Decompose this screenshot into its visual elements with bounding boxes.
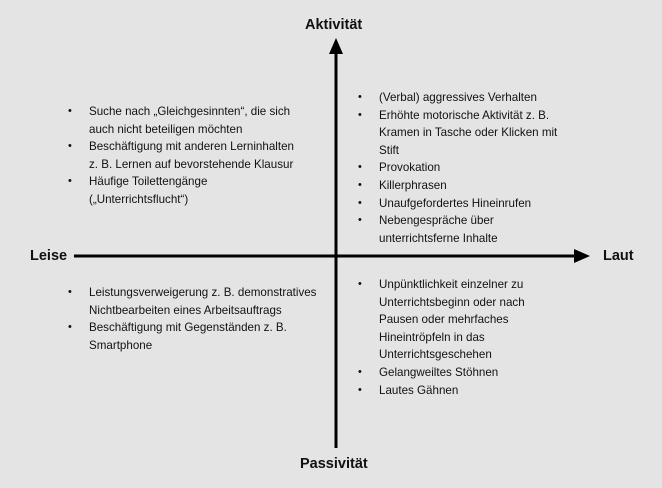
arrow-up-icon (329, 38, 343, 54)
list-item: • Provokation (357, 159, 575, 177)
list-item: • Gelangweiltes Stöhnen (357, 364, 557, 382)
list-item: • Lautes Gähnen (357, 382, 557, 400)
list-item: • Beschäftigung mit Gegenständen z. B. Smartphone (67, 319, 317, 354)
list-item: • Nebengespräche über unterrichtsferne Inhalte (357, 212, 575, 247)
arrow-right-icon (574, 249, 590, 263)
axis-label-top: Aktivität (305, 17, 363, 33)
list-item: • Erhöhte motorische Aktivität z. B. Kramen in Tasche oder Klicken mit Stift (357, 107, 575, 160)
list-item: • Beschäftigung mit anderen Lerninhalten z. B. Lernen auf bevorstehende Klausur (67, 138, 299, 173)
list-item: • Suche nach „Gleichgesinnten“, die sich auch nicht beteiligen möchten (67, 103, 299, 138)
axis-label-right: Laut (603, 248, 634, 264)
quadrant-top-right (357, 89, 575, 247)
list-item: • Unaufgefordertes Hineinrufen (357, 195, 575, 213)
quadrant-bottom-right (357, 276, 557, 399)
list-item: • (Verbal) aggressives Verhalten (357, 89, 575, 107)
list-item: • Häufige Toilettengänge („Unterrichtsflucht“) (67, 173, 299, 208)
axis-label-bottom: Passivität (300, 456, 368, 472)
list-item: • Unpünktlichkeit einzelner zu Unterrichtsbeginn oder nach Pausen oder mehrfaches Hineintröpfeln in das Unterrichtsgeschehen (357, 276, 557, 364)
quadrant-top-left (67, 103, 299, 209)
axis-label-left: Leise (30, 248, 68, 264)
list-item: • Leistungsverweigerung z. B. demonstratives Nichtbearbeiten eines Arbeitsauftrags (67, 284, 317, 319)
list-item: • Killerphrasen (357, 177, 575, 195)
quadrant-bottom-left (67, 284, 317, 354)
